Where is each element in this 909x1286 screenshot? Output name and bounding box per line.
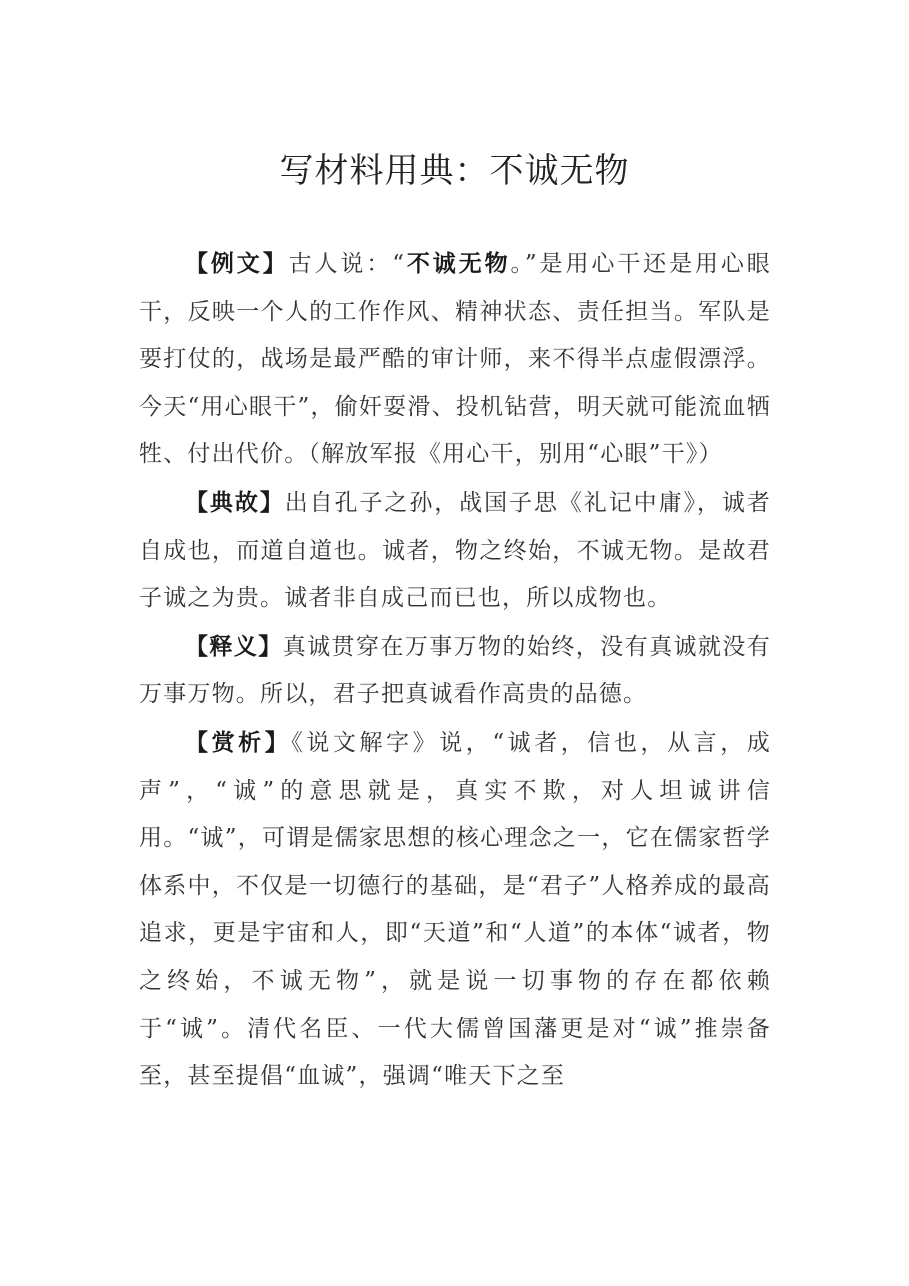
meaning-paragraph xyxy=(139,623,771,719)
allusion-paragraph xyxy=(139,479,771,623)
example-quote: 不诚无物 xyxy=(405,250,511,277)
meaning-text: 真诚贯穿在万事万物的始终，没有真诚就没有万事万物。所以，君子把真诚看作高贵的品德。 xyxy=(139,633,771,708)
example-text: 。”是用心干还是用心眼干，反映一个人的工作作风、精神状态、责任担当。军队是要打仗的，战场是最严酷的审计师，来不得半点虚假漂浮。今天“用心眼干”，偷奸耍滑、投机钻营，明天就可能流血牺牲、付出代价。（解放军报《用心干，别用“心眼”干》） xyxy=(139,251,771,468)
allusion-text: 出自孔子之孙，战国子思《礼记中庸》，诚者自成也，而道自道也。诚者，物之终始，不诚无物。是故君子诚之为贵。诚者非自成己而已也，所以成物也。 xyxy=(139,489,771,612)
example-tag: 【例文】 xyxy=(185,250,289,277)
example-paragraph xyxy=(139,240,771,479)
appreciation-tag: 【赏析】 xyxy=(185,728,292,756)
meaning-tag: 【释义】 xyxy=(185,632,283,660)
document-body xyxy=(139,240,771,1101)
document-title: 写材料用典：不诚无物 xyxy=(279,151,630,191)
appreciation-text: 《说文解字》说，“诚者，信也，从言，成声”，“诚”的意思就是，真实不欺，对人坦诚讲信用。“诚”，可谓是儒家思想的核心理念之一，它在儒家哲学体系中，不仅是一切德行的基础，是“君子”人格养成的最高追求，更是宇宙和人，即“天道”和“人道”的本体“诚者，物之终始，不诚无物”，就是说一切事物的存在都依赖于“诚”。清代名臣、一代大儒曾国藩更是对“诚”推崇备至，甚至提倡“血诚”，强调“唯天下之至 xyxy=(139,729,771,1090)
allusion-tag: 【典故】 xyxy=(185,488,285,516)
example-lead: 古人说：“ xyxy=(288,251,406,277)
appreciation-paragraph xyxy=(139,719,771,1101)
